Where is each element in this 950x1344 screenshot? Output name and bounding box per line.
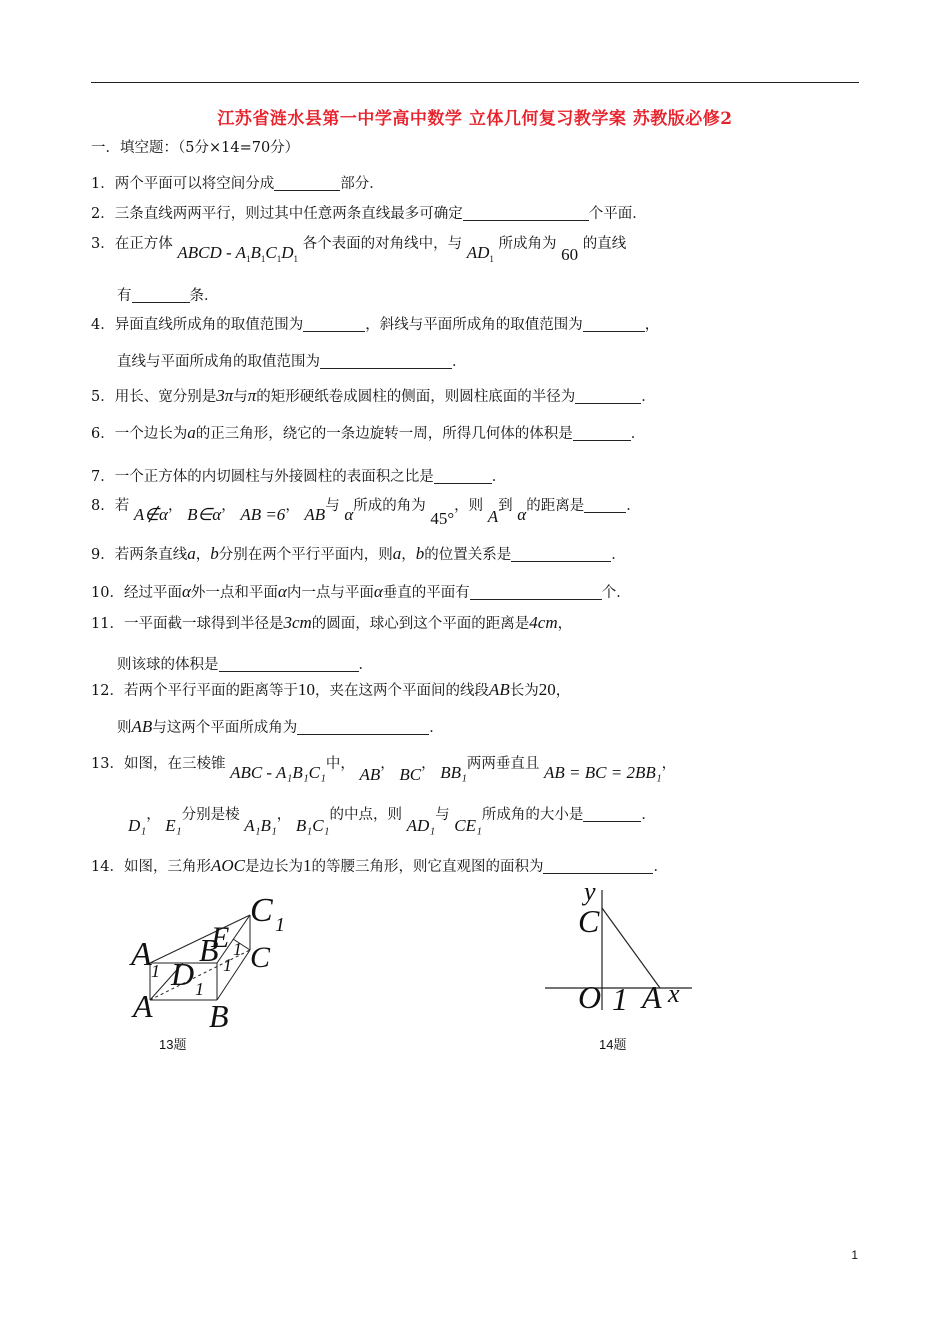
q-text: ． bbox=[611, 547, 626, 563]
math-alpha: α bbox=[181, 582, 191, 601]
q-text: 用长、宽分别是 bbox=[114, 389, 217, 405]
section-heading: 一．填空题：（5分×14=70分） bbox=[91, 140, 300, 156]
question-13 bbox=[91, 752, 677, 784]
q-text: ，斜线与平面所成角的取值范围为 bbox=[365, 317, 583, 333]
answer-blank bbox=[543, 859, 653, 874]
q-text: 是边长为 bbox=[244, 859, 303, 875]
question-6 bbox=[91, 422, 645, 443]
q-text: 与 bbox=[325, 498, 340, 514]
math-60: 60 bbox=[561, 245, 579, 264]
math-alpha: α bbox=[344, 505, 354, 524]
math-20: 20 bbox=[538, 680, 556, 699]
q-text: 三条直线两两平行，则过其中任意两条直线最多可确定 bbox=[114, 206, 463, 222]
q-text: 个平面． bbox=[588, 206, 647, 222]
q-text: ． bbox=[491, 469, 507, 485]
q-text: 则 bbox=[117, 720, 132, 736]
q-text: 一平面截一球得到半径是 bbox=[123, 616, 284, 632]
label-c: C bbox=[250, 941, 271, 974]
q-text: ，夹在这两个平面间的线段 bbox=[314, 683, 489, 699]
q-number: 7． bbox=[91, 469, 115, 485]
q-text: 异面直线所成角的取值范围为 bbox=[114, 317, 304, 333]
math-a: a bbox=[187, 423, 196, 442]
q-text: 则该球的体积是 bbox=[117, 657, 219, 673]
math-a-notin-alpha: A∉α bbox=[133, 505, 168, 524]
label-b1-sub: 1 bbox=[223, 955, 232, 975]
q-text: 若 bbox=[114, 498, 130, 514]
math-alpha: α bbox=[277, 582, 287, 601]
q-text: 中， bbox=[325, 756, 355, 772]
figure-14-triangle bbox=[540, 880, 710, 1020]
math-ce1: CE₁ bbox=[454, 816, 482, 835]
q-text: 若两条直线 bbox=[114, 547, 188, 563]
q-text: 两两垂直且 bbox=[466, 756, 540, 772]
q-text: 与这两个平面所成角为 bbox=[152, 720, 298, 736]
q-text: 内一点与平面 bbox=[286, 585, 374, 601]
q-number: 13． bbox=[91, 756, 124, 772]
q-number: 2． bbox=[91, 206, 115, 222]
label-y: y bbox=[584, 880, 596, 906]
math-4cm: 4cm bbox=[529, 613, 558, 632]
q-text: ， bbox=[167, 498, 183, 514]
math-aoc: AOC bbox=[210, 856, 245, 875]
q-text: 的圆面，球心到这个平面的距离是 bbox=[311, 616, 530, 632]
question-11-cont bbox=[117, 653, 373, 674]
question-4 bbox=[91, 313, 659, 334]
answer-blank bbox=[575, 389, 641, 404]
q-text: ． bbox=[429, 720, 444, 736]
question-2 bbox=[91, 202, 647, 223]
math-bc: BC bbox=[399, 765, 422, 784]
q-text: ． bbox=[358, 657, 373, 673]
q-text: 的位置关系是 bbox=[424, 547, 512, 563]
q-text: 有 bbox=[117, 288, 132, 304]
q-text: 一个正方体的内切圆柱与外接圆柱的表面积之比是 bbox=[114, 469, 434, 485]
label-a1: A bbox=[131, 936, 152, 973]
math-a-point: A bbox=[487, 507, 499, 526]
label-e1: E bbox=[211, 921, 230, 954]
math-ad1: AD₁ bbox=[406, 816, 436, 835]
answer-blank bbox=[583, 807, 641, 822]
question-3-cont bbox=[117, 284, 219, 305]
q-text: 分别在两个平行平面内，则 bbox=[218, 547, 393, 563]
question-13-cont bbox=[128, 803, 656, 835]
page-number: 1 bbox=[851, 1248, 858, 1262]
math-a: a bbox=[187, 544, 196, 563]
q-number: 12． bbox=[91, 683, 124, 699]
q-text: ， bbox=[146, 807, 161, 823]
answer-blank bbox=[434, 469, 492, 484]
q-text: 的正三角形，绕它的一条边旋转一周，所得几何体的体积是 bbox=[195, 426, 573, 442]
question-14 bbox=[91, 855, 668, 876]
q-text: ， bbox=[555, 683, 571, 699]
math-1: 1 bbox=[302, 856, 312, 875]
math-ab: AB bbox=[304, 505, 326, 524]
math-3pi: 3π bbox=[216, 386, 234, 405]
q-text: 在正方体 bbox=[114, 236, 173, 252]
q-text: 两个平面可以将空间分成 bbox=[114, 176, 275, 192]
label-e1-sub: 1 bbox=[233, 939, 242, 959]
question-12-cont bbox=[117, 716, 444, 737]
page-title: 江苏省涟水县第一中学高中数学 立体几何复习教学案 苏教版必修2 bbox=[217, 109, 733, 129]
q-text: 的直线 bbox=[582, 236, 627, 252]
q-text: ． bbox=[626, 498, 641, 514]
math-bb1: BB₁ bbox=[440, 763, 467, 782]
question-10 bbox=[91, 581, 631, 602]
math-cube-name: ABCD - $A_1B_1C_1D_1$ bbox=[177, 243, 298, 264]
q-text: ． bbox=[452, 354, 467, 370]
q-text: 的中点，则 bbox=[329, 807, 402, 823]
q-number: 10． bbox=[91, 585, 124, 601]
math-alpha: α bbox=[517, 505, 527, 524]
q-text: 各个表面的对角线中，与 bbox=[302, 236, 463, 252]
math-e1: E₁ bbox=[165, 816, 182, 835]
q-number: 5． bbox=[91, 389, 115, 405]
answer-blank bbox=[132, 288, 190, 303]
q-text: ． bbox=[641, 389, 656, 405]
math-pi: π bbox=[247, 386, 257, 405]
q-text: 如图，在三棱锥 bbox=[123, 756, 226, 772]
answer-blank bbox=[320, 354, 452, 369]
math-b: b bbox=[210, 544, 219, 563]
q-text: ， bbox=[221, 498, 236, 514]
answer-blank bbox=[303, 317, 365, 332]
q-text: 所成的角为 bbox=[353, 498, 426, 514]
q-text: 所成角为 bbox=[498, 236, 557, 252]
label-d1: D bbox=[171, 956, 195, 992]
q-text: ． bbox=[641, 807, 656, 823]
q-number: 14． bbox=[91, 859, 124, 875]
answer-blank bbox=[573, 426, 631, 441]
math-a1b1: A₁B₁ bbox=[244, 816, 277, 835]
q-text: ， bbox=[421, 756, 436, 772]
q-text: ． bbox=[653, 859, 668, 875]
q-text: 如图，三角形 bbox=[123, 859, 211, 875]
label-b1: B bbox=[199, 932, 219, 968]
answer-blank bbox=[470, 585, 602, 600]
math-d1: D₁ bbox=[128, 816, 147, 835]
math-alpha: α bbox=[373, 582, 383, 601]
label-o: O bbox=[578, 979, 602, 1015]
question-8 bbox=[91, 494, 641, 528]
math-a: a bbox=[392, 544, 402, 563]
q-text: ， bbox=[380, 756, 395, 772]
q-text: 垂直的平面有 bbox=[382, 585, 470, 601]
math-b-in-alpha: B∈α bbox=[187, 505, 222, 524]
q-text: ． bbox=[630, 426, 646, 442]
figure-14-caption: 14题 bbox=[599, 1037, 627, 1052]
label-1: 1 bbox=[612, 981, 628, 1017]
question-5 bbox=[91, 385, 656, 406]
label-b: B bbox=[209, 998, 229, 1034]
q-text: 一个边长为 bbox=[114, 426, 188, 442]
math-ab: AB bbox=[131, 717, 153, 736]
math-ad1: $AD_1$ bbox=[466, 243, 494, 264]
label-c1-sub: 1 bbox=[275, 914, 285, 936]
segment-ca bbox=[602, 908, 660, 988]
q-text: 的等腰三角形，则它直观图的面积为 bbox=[311, 859, 544, 875]
question-4-cont bbox=[117, 350, 467, 371]
label-a1-sub: 1 bbox=[151, 961, 160, 981]
label-c1: C bbox=[250, 892, 273, 929]
question-3 bbox=[91, 232, 627, 264]
q-text: 与 bbox=[233, 389, 248, 405]
label-c: C bbox=[578, 903, 600, 939]
math-45: 45° bbox=[430, 509, 455, 528]
math-ab: AB bbox=[488, 680, 510, 699]
answer-blank bbox=[274, 176, 340, 191]
math-ab: AB bbox=[359, 765, 381, 784]
math-3cm: 3cm bbox=[283, 613, 312, 632]
q-text: 长为 bbox=[509, 683, 539, 699]
q-number: 8． bbox=[91, 498, 115, 514]
q-text: 分别是棱 bbox=[181, 807, 240, 823]
q-number: 11． bbox=[91, 616, 124, 632]
q-text: ， bbox=[644, 317, 660, 333]
math-b1c1: B₁C₁ bbox=[295, 816, 330, 835]
math-ab-6: AB =6 bbox=[240, 505, 286, 524]
answer-blank bbox=[219, 657, 359, 672]
answer-blank bbox=[297, 720, 429, 735]
q-text: 外一点和平面 bbox=[190, 585, 278, 601]
q-number: 6． bbox=[91, 426, 115, 442]
question-11 bbox=[91, 612, 572, 633]
figure-13-caption: 13题 bbox=[159, 1037, 187, 1052]
q-text: ， bbox=[285, 498, 300, 514]
label-a: A bbox=[642, 979, 662, 1015]
math-prism: ABC - A₁B₁C₁ bbox=[230, 763, 326, 782]
question-7 bbox=[91, 465, 506, 486]
math-b: b bbox=[415, 544, 425, 563]
q-text: 条． bbox=[189, 288, 219, 304]
q-text: 到 bbox=[498, 498, 513, 514]
question-9 bbox=[91, 543, 626, 564]
q-text: 的距离是 bbox=[526, 498, 585, 514]
label-a: A bbox=[133, 988, 153, 1024]
q-text: ， bbox=[557, 616, 573, 632]
q-text: 个． bbox=[601, 585, 631, 601]
answer-blank bbox=[584, 498, 626, 513]
answer-blank bbox=[511, 547, 611, 562]
q-text: 经过平面 bbox=[123, 585, 182, 601]
label-x: x bbox=[668, 979, 680, 1008]
q-number: 1． bbox=[91, 176, 115, 192]
q-text: 部分． bbox=[340, 176, 384, 192]
q-number: 9． bbox=[91, 547, 115, 563]
header-rule bbox=[91, 82, 859, 83]
question-1 bbox=[91, 172, 384, 193]
label-d1-sub: 1 bbox=[195, 979, 204, 999]
q-text: ， bbox=[401, 547, 416, 563]
q-number: 3． bbox=[91, 236, 115, 252]
question-12 bbox=[91, 679, 570, 700]
q-text: ， bbox=[195, 547, 211, 563]
q-text: ， bbox=[276, 807, 292, 823]
q-text: 若两个平行平面的距离等于 bbox=[123, 683, 298, 699]
q-text: ， bbox=[661, 756, 677, 772]
q-text: 所成角的大小是 bbox=[481, 807, 584, 823]
math-equal-lengths: AB = BC = 2BB₁ bbox=[544, 763, 662, 782]
q-text: 直线与平面所成角的取值范围为 bbox=[117, 354, 320, 370]
math-10: 10 bbox=[297, 680, 315, 699]
q-text: ，则 bbox=[454, 498, 484, 514]
answer-blank bbox=[463, 206, 589, 221]
q-number: 4． bbox=[91, 317, 115, 333]
answer-blank bbox=[583, 317, 645, 332]
figure-13-prism bbox=[125, 885, 305, 1035]
q-text: 与 bbox=[435, 807, 450, 823]
q-text: 的矩形硬纸卷成圆柱的侧面，则圆柱底面的半径为 bbox=[256, 389, 576, 405]
